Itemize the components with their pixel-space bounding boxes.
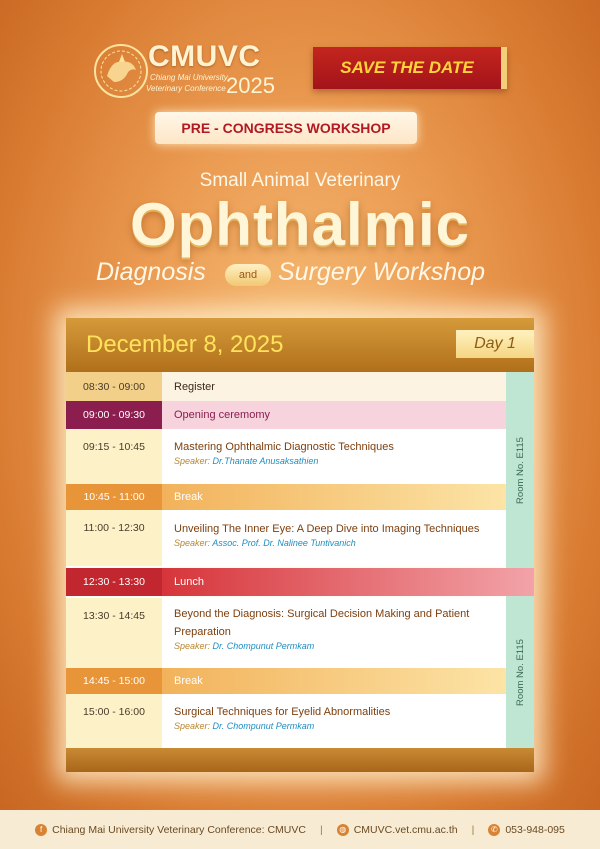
speaker-line [174, 641, 500, 651]
speaker-line [174, 538, 506, 548]
activity-cell [162, 694, 506, 748]
workshop-and-badge: and [225, 264, 271, 286]
activity-title: Break [174, 675, 203, 687]
schedule-row [66, 429, 506, 484]
activity-title: Opening ceremomy [174, 409, 270, 421]
cmuvc-emblem-icon [92, 42, 150, 100]
logo-title: CMUVC [148, 40, 261, 73]
footer-facebook[interactable]: Chiang Mai University Veterinary Conference: CMUVC [52, 823, 306, 836]
footer-separator: | [319, 823, 323, 836]
schedule-row [66, 510, 506, 566]
room-column-morning [506, 372, 534, 568]
card-footer-bar [66, 748, 534, 772]
activity-title: Lunch [174, 576, 204, 588]
time-cell: 12:30 - 13:30 [66, 568, 162, 596]
workshop-title-right: Surgery Workshop [278, 258, 486, 286]
time-cell: 13:30 - 14:45 [66, 598, 162, 668]
activity-title: Surgical Techniques for Eyelid Abnormalities [174, 706, 391, 718]
speaker-name: Dr. Chompunut Permkam [212, 641, 315, 652]
phone-icon: ✆ [488, 824, 500, 836]
schedule-card [66, 318, 534, 772]
activity-cell [162, 568, 534, 596]
activity-cell [162, 372, 506, 401]
time-cell: 15:00 - 16:00 [66, 694, 162, 748]
schedule-row [66, 598, 506, 668]
workshop-title-left: Diagnosis [96, 258, 206, 286]
speaker-label: Speaker: [174, 538, 211, 549]
activity-title: Beyond the Diagnosis: Surgical Decision Making and Patient Preparation [174, 608, 470, 639]
time-cell: 14:45 - 15:00 [66, 668, 162, 694]
save-the-date-banner: SAVE THE DATE [313, 47, 507, 89]
activity-cell [162, 484, 506, 510]
activity-cell [162, 401, 506, 429]
room-label: Room No. E115 [514, 436, 526, 504]
activity-cell [162, 668, 506, 694]
speaker-label: Speaker: [174, 721, 211, 732]
time-cell: 09:00 - 09:30 [66, 401, 162, 429]
speaker-name: Dr.Thanate Anusaksathien [212, 456, 319, 467]
footer-bar [0, 810, 600, 849]
activity-cell [162, 510, 506, 566]
speaker-line [174, 721, 506, 731]
day-tab: Day 1 [456, 330, 534, 358]
schedule-row [66, 401, 506, 429]
activity-title: Mastering Ophthalmic Diagnostic Techniques [174, 441, 394, 453]
room-column-afternoon [506, 596, 534, 748]
pre-congress-label: PRE - CONGRESS WORKSHOP [155, 112, 417, 144]
room-label: Room No. E115 [514, 638, 526, 706]
time-cell: 10:45 - 11:00 [66, 484, 162, 510]
schedule-row [66, 668, 506, 694]
schedule-date: December 8, 2025 [86, 331, 284, 358]
logo-subtitle-university: Chiang Mai University [150, 73, 228, 82]
footer-website[interactable]: CMUVC.vet.cmu.ac.th [353, 823, 458, 836]
schedule-row [66, 372, 506, 401]
speaker-name: Assoc. Prof. Dr. Nalinee Tuntivanich [212, 538, 356, 549]
activity-title: Break [174, 491, 203, 503]
facebook-icon: f [35, 824, 47, 836]
speaker-label: Speaker: [174, 456, 211, 467]
event-title: Ophthalmic [129, 191, 471, 258]
schedule-row [66, 568, 534, 596]
activity-title: Unveiling The Inner Eye: A Deep Dive into Imaging Techniques [174, 523, 480, 535]
speaker-line [174, 456, 506, 466]
activity-cell [162, 429, 506, 484]
speaker-label: Speaker: [174, 641, 211, 652]
schedule-header [66, 318, 534, 372]
schedule-row [66, 484, 506, 510]
logo-year: 2025 [226, 73, 275, 98]
footer-phone[interactable]: 053-948-095 [505, 823, 565, 836]
time-cell: 08:30 - 09:00 [66, 372, 162, 401]
globe-icon: ◍ [337, 824, 349, 836]
footer-separator: | [471, 823, 475, 836]
activity-title: Register [174, 380, 215, 393]
time-cell: 09:15 - 10:45 [66, 429, 162, 484]
logo-subtitle-conference: Veterinary Conference [146, 84, 226, 93]
time-cell: 11:00 - 12:30 [66, 510, 162, 566]
schedule-row [66, 694, 506, 748]
event-subtitle: Small Animal Veterinary [199, 170, 401, 191]
speaker-name: Dr. Chompunut Permkam [212, 721, 315, 732]
activity-cell [162, 598, 506, 668]
